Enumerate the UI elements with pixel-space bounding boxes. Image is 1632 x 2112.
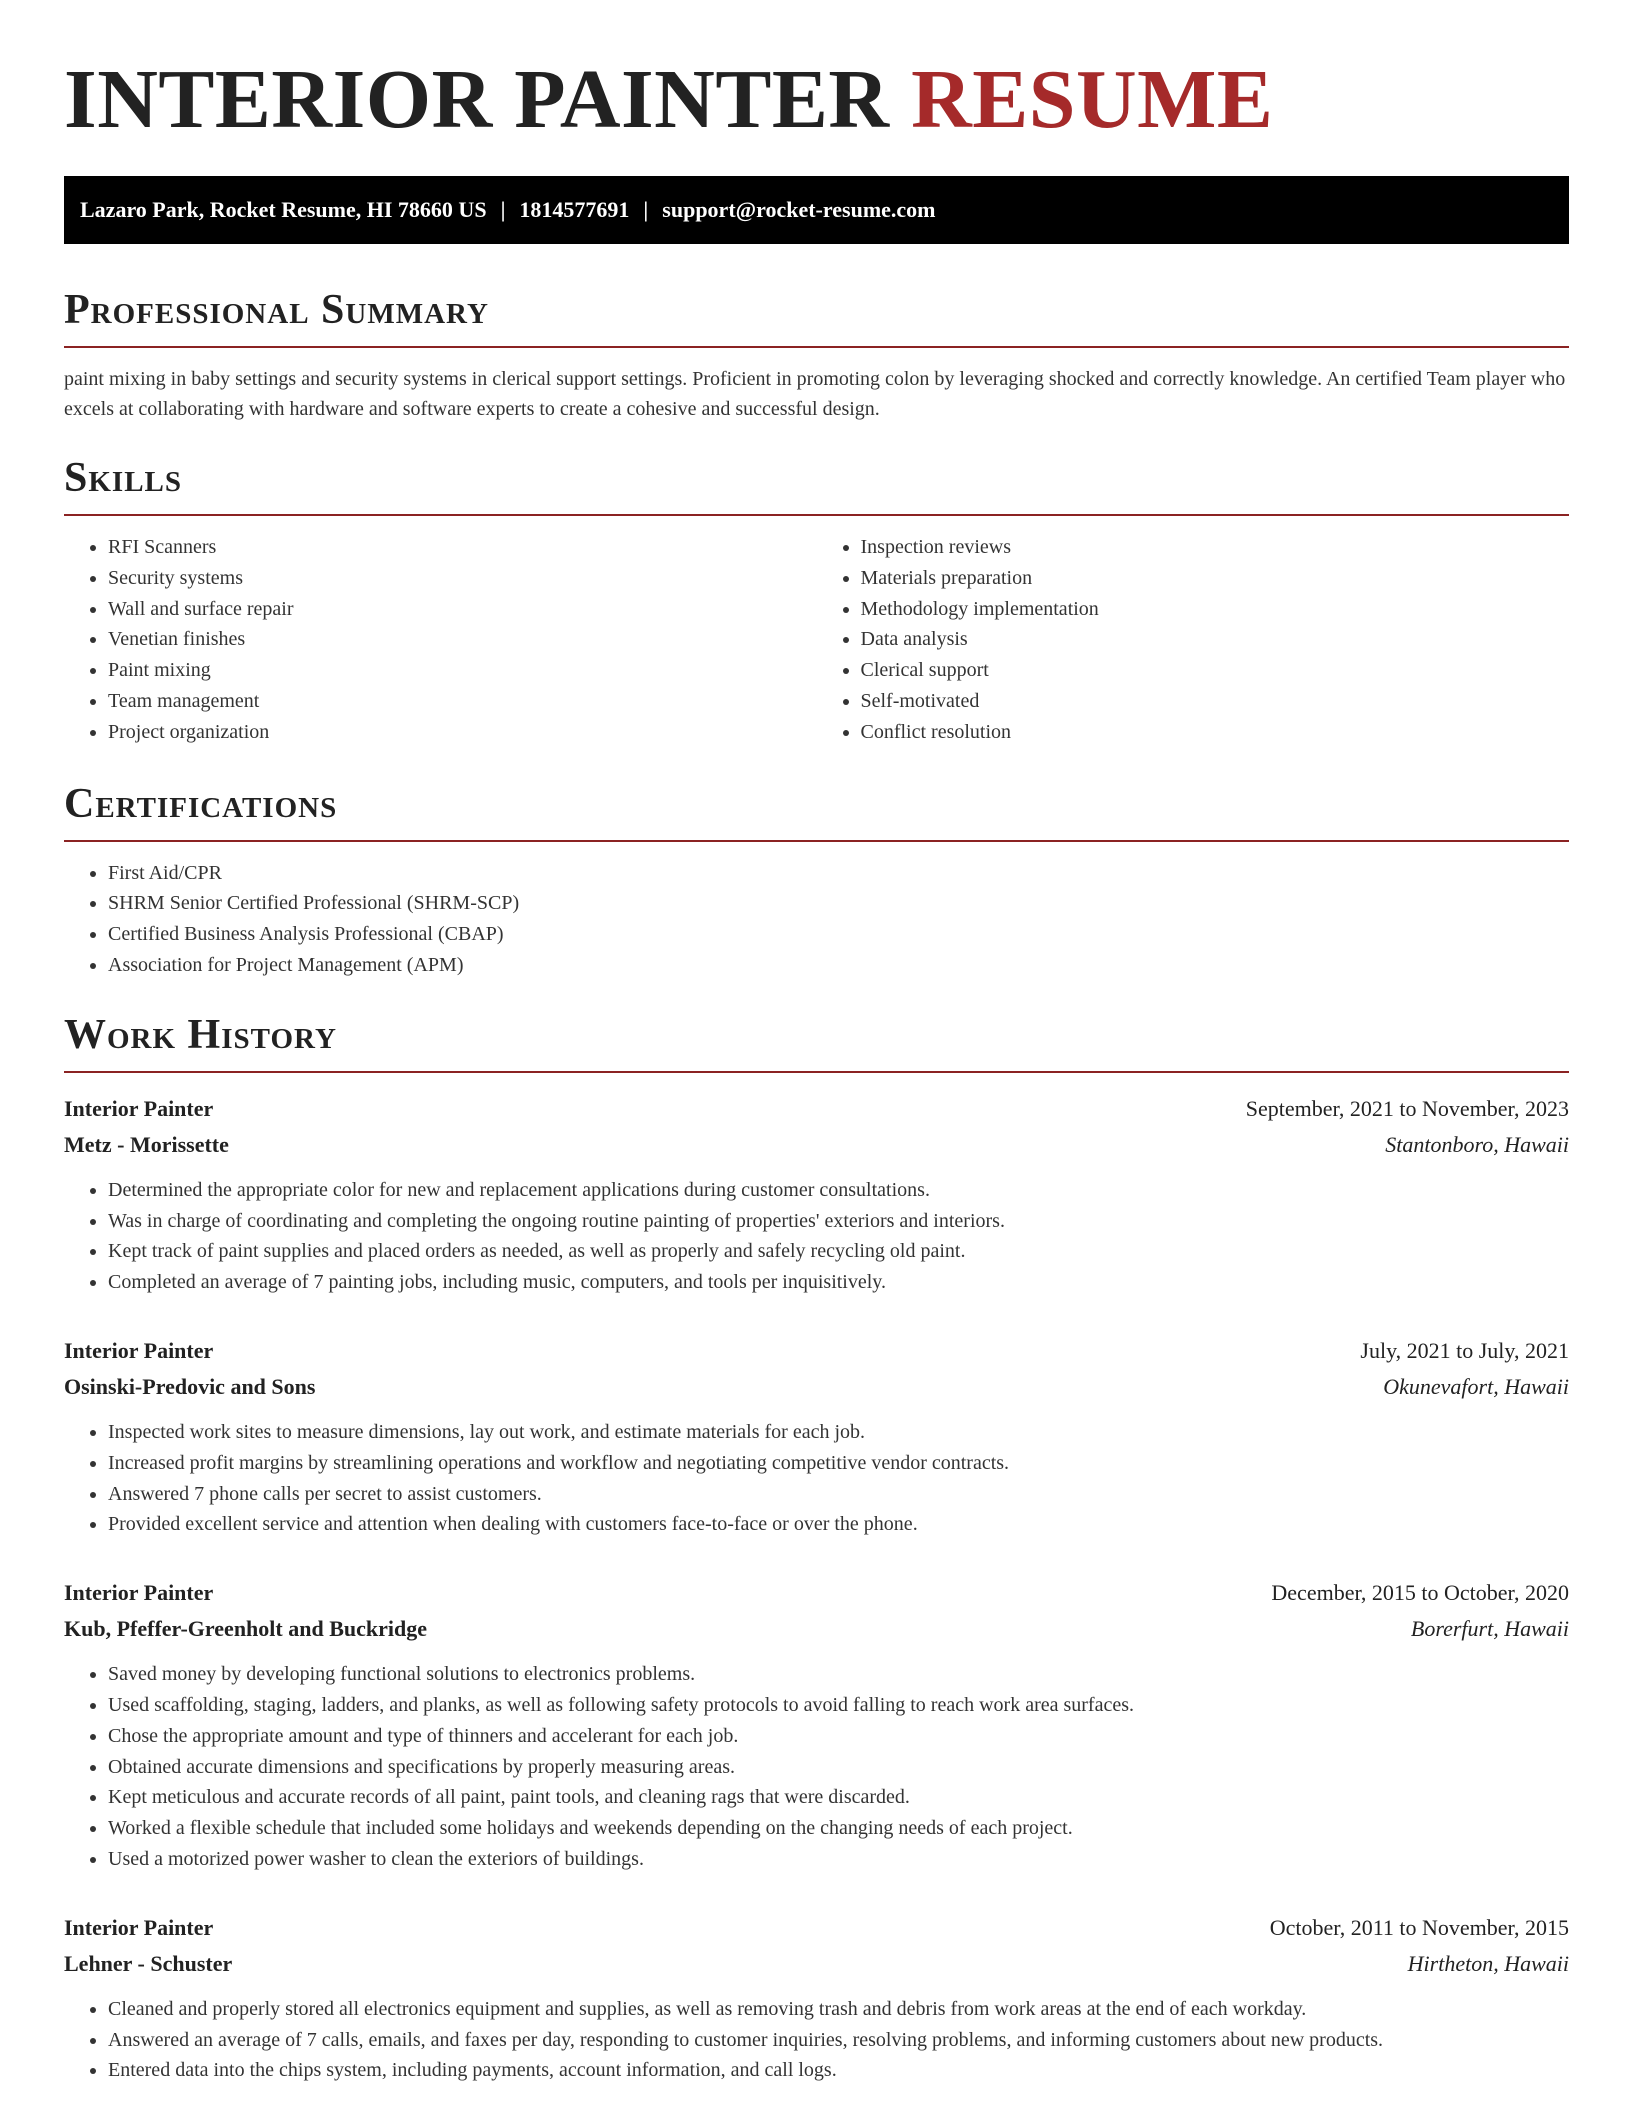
job-duty: • Kept track of paint supplies and placed orders as needed, as well as properly and safely recycling old paint. (108, 1236, 1569, 1267)
contact-email[interactable]: support@rocket-resume.com (662, 197, 936, 222)
resume-title (64, 0, 1569, 146)
job-duties-list (64, 1175, 1569, 1298)
job-entry (64, 1333, 1569, 1540)
job-duty: • Answered an average of 7 calls, emails, and faxes per day, responding to customer inquiries, resolving problems, and informing customers about new products. (108, 2025, 1569, 2056)
job-header-row (64, 1091, 1569, 1127)
certifications-list (64, 858, 1569, 981)
summary-text: paint mixing in baby settings and security systems in clerical support settings. Proficient in promoting colon by leveraging shocked and correctly knowledge. An certified Team player who excels at collaborating with hardware and software experts to create a cohesive and successful design. (64, 368, 1566, 420)
job-duty: • Answered 7 phone calls per secret to assist customers. (108, 1479, 1569, 1510)
job-entry (64, 1091, 1569, 1298)
job-header-row (64, 1575, 1569, 1611)
certification-item: • First Aid/CPR (108, 858, 1569, 889)
job-duty: • Saved money by developing functional solutions to electronics problems. (108, 1659, 1569, 1690)
certifications-heading: Certifications (64, 780, 1569, 842)
job-dates: October, 2011 to November, 2015 (1269, 1914, 1569, 1940)
resume-page (64, 0, 1569, 2086)
contact-phone: 1814577691 (519, 197, 630, 222)
job-dates: July, 2021 to July, 2021 (1360, 1337, 1569, 1363)
job-location: Borerfurt, Hawaii (1410, 1616, 1569, 1642)
job-duty: • Entered data into the chips system, including payments, account information, and call logs. (108, 2055, 1569, 2086)
job-dates: December, 2015 to October, 2020 (1271, 1580, 1569, 1606)
job-duty: • Used a motorized power washer to clean the exteriors of buildings. (108, 1844, 1569, 1875)
job-duty: • Cleaned and properly stored all electronics equipment and supplies, as well as removing trash and debris from work areas at the end of each workday. (108, 1994, 1569, 2025)
certification-item: • Association for Project Management (APM) (108, 950, 1569, 981)
job-duty: • Kept meticulous and accurate records of all paint, paint tools, and cleaning rags that were discarded. (108, 1782, 1569, 1813)
skill-item: • Paint mixing (108, 655, 817, 686)
skills-columns (64, 532, 1569, 748)
skill-item: • Methodology implementation (861, 594, 1570, 625)
job-location: Hirtheton, Hawaii (1407, 1950, 1569, 1976)
job-dates: September, 2021 to November, 2023 (1245, 1095, 1569, 1121)
job-duty: • Worked a flexible schedule that included some holidays and weekends depending on the changing needs of each project. (108, 1813, 1569, 1844)
job-company: Osinski-Predovic and Sons (64, 1373, 316, 1399)
job-duty: • Inspected work sites to measure dimensions, lay out work, and estimate materials for each job. (108, 1417, 1569, 1448)
job-company: Metz - Morissette (64, 1131, 229, 1157)
job-location: Stantonboro, Hawaii (1385, 1131, 1569, 1157)
skill-item: • Conflict resolution (861, 717, 1570, 748)
job-company-row (64, 1127, 1569, 1163)
skill-item: • Security systems (108, 563, 817, 594)
job-entry (64, 1910, 1569, 2086)
skills-heading: Skills (64, 454, 1569, 516)
skill-item: • Wall and surface repair (108, 594, 817, 625)
certification-item: • SHRM Senior Certified Professional (SHRM-SCP) (108, 888, 1569, 919)
job-header-row (64, 1333, 1569, 1369)
job-duty: • Increased profit margins by streamlining operations and workflow and negotiating competitive vendor contracts. (108, 1448, 1569, 1479)
skill-item: • Venetian finishes (108, 624, 817, 655)
job-company: Kub, Pfeffer-Greenholt and Buckridge (64, 1616, 427, 1642)
skill-item: • Materials preparation (861, 563, 1570, 594)
skill-item: • Project organization (108, 717, 817, 748)
job-duties-list (64, 1994, 1569, 2086)
job-duty: • Was in charge of coordinating and completing the ongoing routine painting of properties' exteriors and interiors. (108, 1206, 1569, 1237)
work-history-heading: Work History (64, 1011, 1569, 1073)
title-main: INTERIOR PAINTER (64, 53, 890, 146)
skills-list-right (817, 532, 1570, 748)
summary-heading: Professional Summary (64, 286, 1569, 348)
job-location: Okunevafort, Hawaii (1383, 1373, 1569, 1399)
certification-item: • Certified Business Analysis Professional (CBAP) (108, 919, 1569, 950)
skills-list-left (64, 532, 817, 748)
contact-separator: | (500, 197, 506, 222)
job-role: Interior Painter (64, 1095, 214, 1121)
skill-item: • Self-motivated (861, 686, 1570, 717)
job-duties-list (64, 1659, 1569, 1875)
job-duty: • Determined the appropriate color for new and replacement applications during customer consultations. (108, 1175, 1569, 1206)
job-duties-list (64, 1417, 1569, 1540)
job-company-row (64, 1369, 1569, 1405)
job-role: Interior Painter (64, 1914, 214, 1940)
contact-address: Lazaro Park, Rocket Resume, HI 78660 US (80, 197, 487, 222)
job-duty: • Obtained accurate dimensions and specifications by properly measuring areas. (108, 1752, 1569, 1783)
skill-item: • Team management (108, 686, 817, 717)
job-duty: • Provided excellent service and attention when dealing with customers face-to-face or over the phone. (108, 1509, 1569, 1540)
contact-separator: | (643, 197, 649, 222)
skill-item: • Inspection reviews (861, 532, 1570, 563)
job-entry (64, 1575, 1569, 1875)
job-duty: • Chose the appropriate amount and type of thinners and accelerant for each job. (108, 1721, 1569, 1752)
job-role: Interior Painter (64, 1580, 214, 1606)
job-header-row (64, 1910, 1569, 1946)
skill-item: • Data analysis (861, 624, 1570, 655)
title-accent: RESUME (911, 53, 1274, 146)
contact-bar (64, 176, 1569, 244)
job-role: Interior Painter (64, 1337, 214, 1363)
skill-item: • RFI Scanners (108, 532, 817, 563)
job-company-row (64, 1946, 1569, 1982)
job-company-row (64, 1611, 1569, 1647)
job-company: Lehner - Schuster (64, 1950, 233, 1976)
job-duty: • Completed an average of 7 painting jobs, including music, computers, and tools per inquisitively. (108, 1267, 1569, 1298)
job-duty: • Used scaffolding, staging, ladders, and planks, as well as following safety protocols to avoid falling to reach work area surfaces. (108, 1690, 1569, 1721)
skill-item: • Clerical support (861, 655, 1570, 686)
